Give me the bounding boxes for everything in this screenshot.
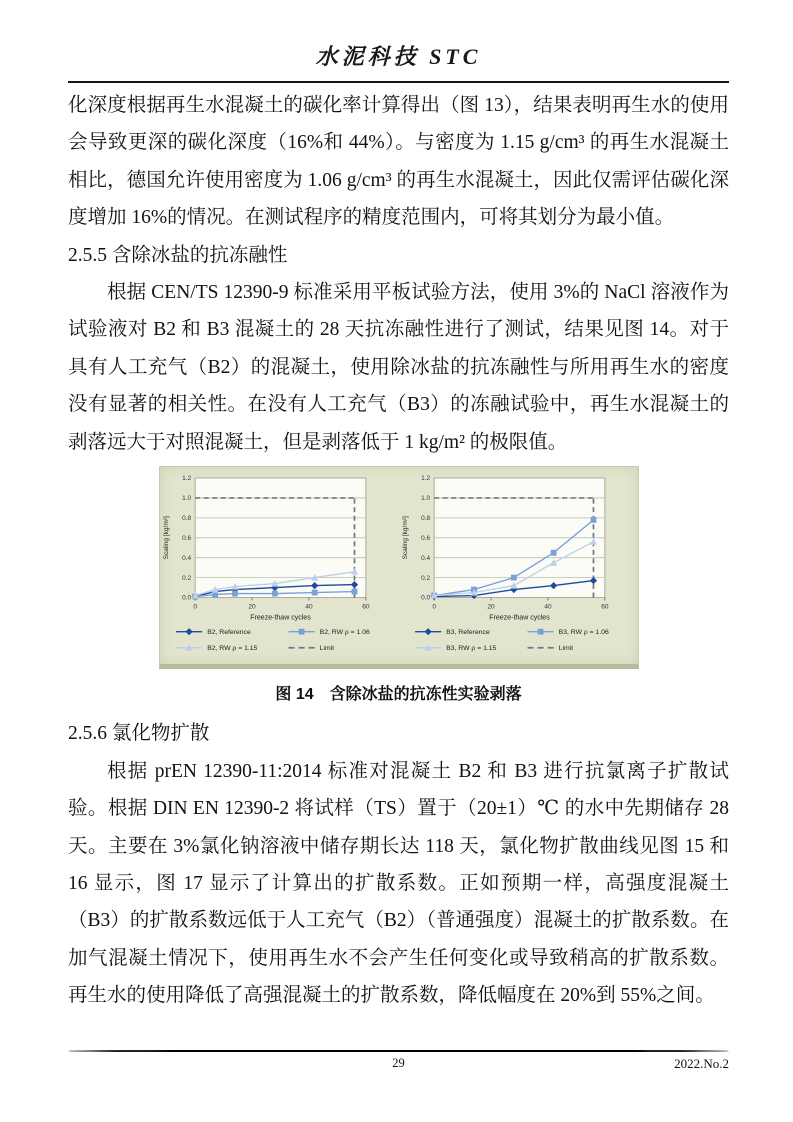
svg-text:40: 40 — [543, 603, 552, 611]
svg-text:0: 0 — [192, 603, 197, 611]
page-number: 29 — [392, 1056, 405, 1070]
figure-caption: 图 14 含除冰盐的抗冻性实验剥落 — [275, 685, 522, 703]
svg-text:0.0: 0.0 — [181, 594, 191, 602]
header-rule — [68, 81, 729, 83]
freeze-thaw-chart-b2 — [160, 469, 399, 664]
svg-text:0.4: 0.4 — [420, 554, 430, 562]
paragraph-freeze-thaw: 根据 CEN/TS 12390-9 标准采用平板试验方法，使用 3%的 NaCl 溶液作为试验液对 B2 和 B3 混凝土的 28 天抗冻融性进行了测试，结果见图 14。对于具有人工充气（B2）的混凝土，使用除冰盐的抗冻融性与所用再生水的密度没有显著的相关性。在没有人工充气（B3）的冻融试验中，再生水混凝土的剥落远大于对照混凝土，但是剥落低于 1 kg/m² 的极限值。 — [68, 282, 729, 453]
svg-text:0.0: 0.0 — [420, 594, 430, 602]
page-content — [68, 42, 729, 1015]
svg-text:B2, RW ρ = 1.15: B2, RW ρ = 1.15 — [206, 645, 257, 653]
svg-text:0.8: 0.8 — [181, 515, 191, 523]
svg-text:B3, RW ρ = 1.06: B3, RW ρ = 1.06 — [558, 629, 609, 637]
issue-label: 2022.No.2 — [674, 1056, 729, 1071]
svg-text:Limit: Limit — [319, 645, 334, 653]
svg-text:20: 20 — [486, 603, 495, 611]
svg-text:60: 60 — [361, 603, 369, 611]
footer-rule — [68, 1050, 729, 1052]
svg-text:B2, RW ρ = 1.06: B2, RW ρ = 1.06 — [319, 629, 370, 637]
svg-text:0.4: 0.4 — [181, 554, 191, 562]
footer-row — [68, 1056, 729, 1074]
section-heading-2-5-6: 2.5.6 氯化物扩散 — [68, 723, 210, 745]
svg-text:1.2: 1.2 — [420, 475, 430, 483]
svg-text:0: 0 — [431, 603, 436, 611]
svg-text:B3, Reference: B3, Reference — [445, 629, 490, 637]
svg-text:0.8: 0.8 — [420, 515, 430, 523]
svg-text:0.2: 0.2 — [181, 574, 191, 582]
svg-text:0.6: 0.6 — [420, 535, 430, 543]
svg-text:Scaling [kg/m²]: Scaling [kg/m²] — [162, 516, 170, 560]
svg-text:Freeze-thaw cycles: Freeze-thaw cycles — [488, 614, 550, 622]
svg-text:20: 20 — [247, 603, 256, 611]
freeze-thaw-chart-b3 — [399, 469, 638, 664]
svg-text:60: 60 — [600, 603, 608, 611]
page-footer — [68, 1050, 729, 1074]
figure-14-image — [159, 466, 639, 669]
svg-text:Scaling [kg/m²]: Scaling [kg/m²] — [401, 516, 409, 560]
section-heading-2-5-5: 2.5.5 含除冰盐的抗冻融性 — [68, 244, 288, 266]
body-text — [68, 87, 729, 1015]
paragraph-carbonation: 化深度根据再生水混凝土的碳化率计算得出（图 13），结果表明再生水的使用会导致更深的碳化深度（16%和 44%）。与密度为 1.15 g/cm³ 的再生水混凝土相比，德国允许使用密度为 1.06 g/cm³ 的再生水混凝土，因此仅需评估碳化深度增加 16%的情况。在测试程序的精度范围内，可将其划分为最小值。 — [68, 95, 729, 229]
svg-text:B3, RW ρ = 1.15: B3, RW ρ = 1.15 — [445, 645, 496, 653]
svg-text:1.2: 1.2 — [181, 475, 191, 483]
svg-text:1.0: 1.0 — [420, 495, 430, 503]
svg-text:B2, Reference: B2, Reference — [206, 629, 251, 637]
svg-text:0.6: 0.6 — [181, 535, 191, 543]
figure-14 — [68, 466, 729, 713]
svg-text:40: 40 — [304, 603, 313, 611]
svg-text:Limit: Limit — [558, 645, 573, 653]
svg-text:Freeze-thaw cycles: Freeze-thaw cycles — [249, 614, 311, 622]
paragraph-chloride: 根据 prEN 12390-11:2014 标准对混凝土 B2 和 B3 进行抗氯离子扩散试验。根据 DIN EN 12390-2 将试样（TS）置于（20±1）℃ 的水中先期储存 28 天。主要在 3%氯化钠溶液中储存期长达 118 天，氯化物扩散曲线见图 15 和 16 显示，图 17 显示了计算出的扩散系数。正如预期一样，高强度混凝土（B3）的扩散系数远低于人工充气（B2）（普通强度）混凝土的扩散系数。在加气混凝土情况下，使用再生水不会产生任何变化或导致稍高的扩散系数。再生水的使用降低了高强混凝土的扩散系数，降低幅度在 20%到 55%之间。 — [68, 760, 729, 1007]
journal-title: 水泥科技 STC — [315, 44, 482, 69]
svg-text:1.0: 1.0 — [181, 495, 191, 503]
svg-text:0.2: 0.2 — [420, 574, 430, 582]
